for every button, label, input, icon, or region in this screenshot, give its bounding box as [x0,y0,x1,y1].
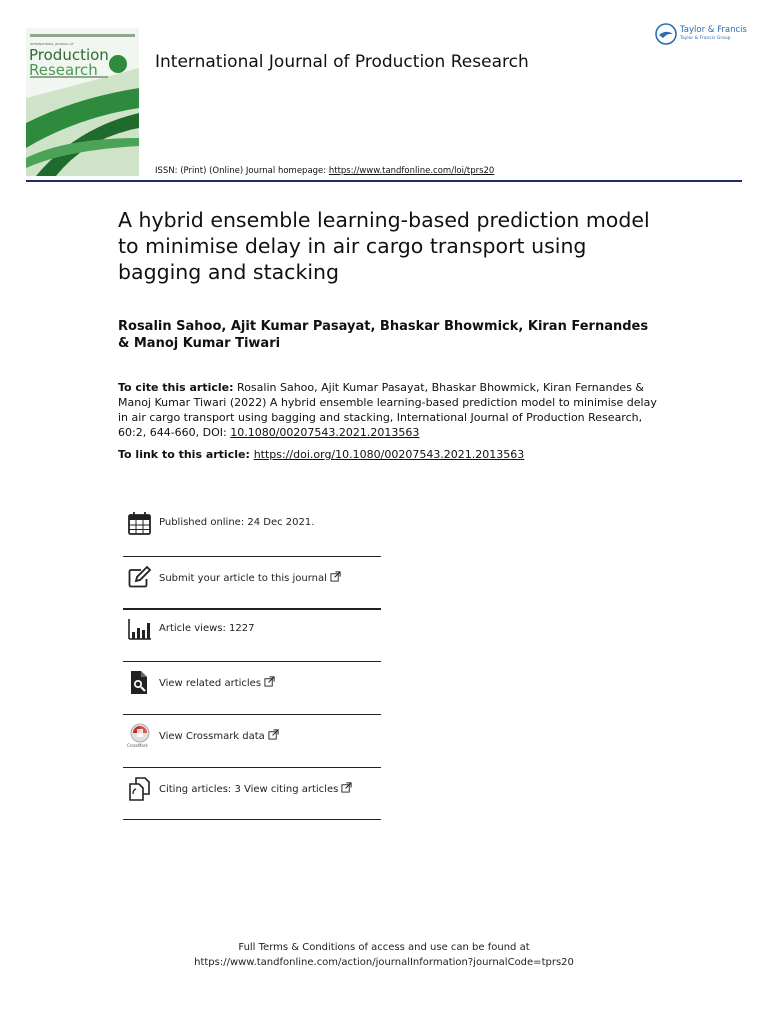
citation-documents-icon [127,776,153,802]
info-divider [123,556,381,557]
submit-article-label[interactable] [159,571,341,584]
cover-title-line1: Production [29,46,109,64]
submit-article-row[interactable] [123,565,381,605]
journal-title[interactable]: International Journal of Production Research [155,52,529,72]
terms-url-link[interactable]: https://www.tandfonline.com/action/journalInformation?journalCode=tprs20 [194,956,574,968]
cover-masthead: INTERNATIONAL JOURNAL OF [30,42,74,46]
external-link-icon [264,676,275,687]
publisher-logo-icon [654,22,678,46]
info-divider [123,661,381,662]
info-divider [123,767,381,768]
edit-icon [127,565,153,591]
journal-cover-image [26,28,139,176]
header-divider [26,180,742,182]
terms-line: Full Terms & Conditions of access and use can be found at [238,942,530,953]
journal-homepage-link[interactable]: https://www.tandfonline.com/loi/tprs20 [328,166,495,176]
link-label: To link to this article: [118,448,254,461]
doi-link[interactable]: 10.1080/00207543.2021.2013563 [230,426,420,439]
article-title: A hybrid ensemble learning-based prediction model to minimise delay in air cargo transport using bagging and stacking [118,208,650,284]
citation-block [118,380,658,440]
issn-text: ISSN: (Print) (Online) Journal homepage: [155,166,329,176]
citing-articles-row[interactable] [123,776,381,816]
published-online-row [123,511,381,551]
cover-title-line2: Research [29,61,98,79]
publisher-name: Taylor & Francis [680,25,747,35]
terms-footer [0,941,768,970]
info-divider [123,714,381,715]
article-doi-url-link[interactable]: https://doi.org/10.1080/00207543.2021.2013563 [253,448,525,461]
link-to-article [118,448,678,461]
external-link-icon [341,782,352,793]
related-articles-text: View related articles [159,678,262,689]
cite-text: Rosalin Sahoo, Ajit Kumar Pasayat, Bhaskar Bhowmick, Kiran Fernandes & Manoj Kumar Tiwari (2022) A hybrid ensemble learning-based prediction model to minimise delay in air cargo transport using bagging and stacking, International Journal of Production Research, 60:2, 644-660, DOI: [118,381,657,439]
cite-label: To cite this article: [118,381,234,394]
article-authors: Rosalin Sahoo, Ajit Kumar Pasayat, Bhaskar Bhowmick, Kiran Fernandes & Manoj Kumar Tiwari [118,319,649,351]
article-views-row [123,617,381,657]
document-search-icon [127,670,153,696]
issn-line [155,166,494,176]
crossmark-badge-text: CrossMark [127,743,148,748]
external-link-icon [268,729,279,740]
published-online-label: Published online: 24 Dec 2021. [159,517,315,528]
crossmark-text: View Crossmark data [159,731,265,742]
citing-articles-text: Citing articles: 3 View citing articles [159,784,339,795]
crossmark-row[interactable] [123,723,381,763]
publisher-group: Taylor & Francis Group [680,36,731,41]
external-link-icon [330,571,341,582]
crossmark-label[interactable] [159,729,279,742]
submit-article-text: Submit your article to this journal [159,573,327,584]
calendar-icon [127,511,153,537]
info-divider [123,608,381,610]
info-divider [123,819,381,820]
related-articles-row[interactable] [123,670,381,710]
related-articles-label[interactable] [159,676,275,689]
citing-articles-label[interactable] [159,782,352,795]
bar-chart-icon [127,617,153,643]
article-views-label: Article views: 1227 [159,623,255,634]
